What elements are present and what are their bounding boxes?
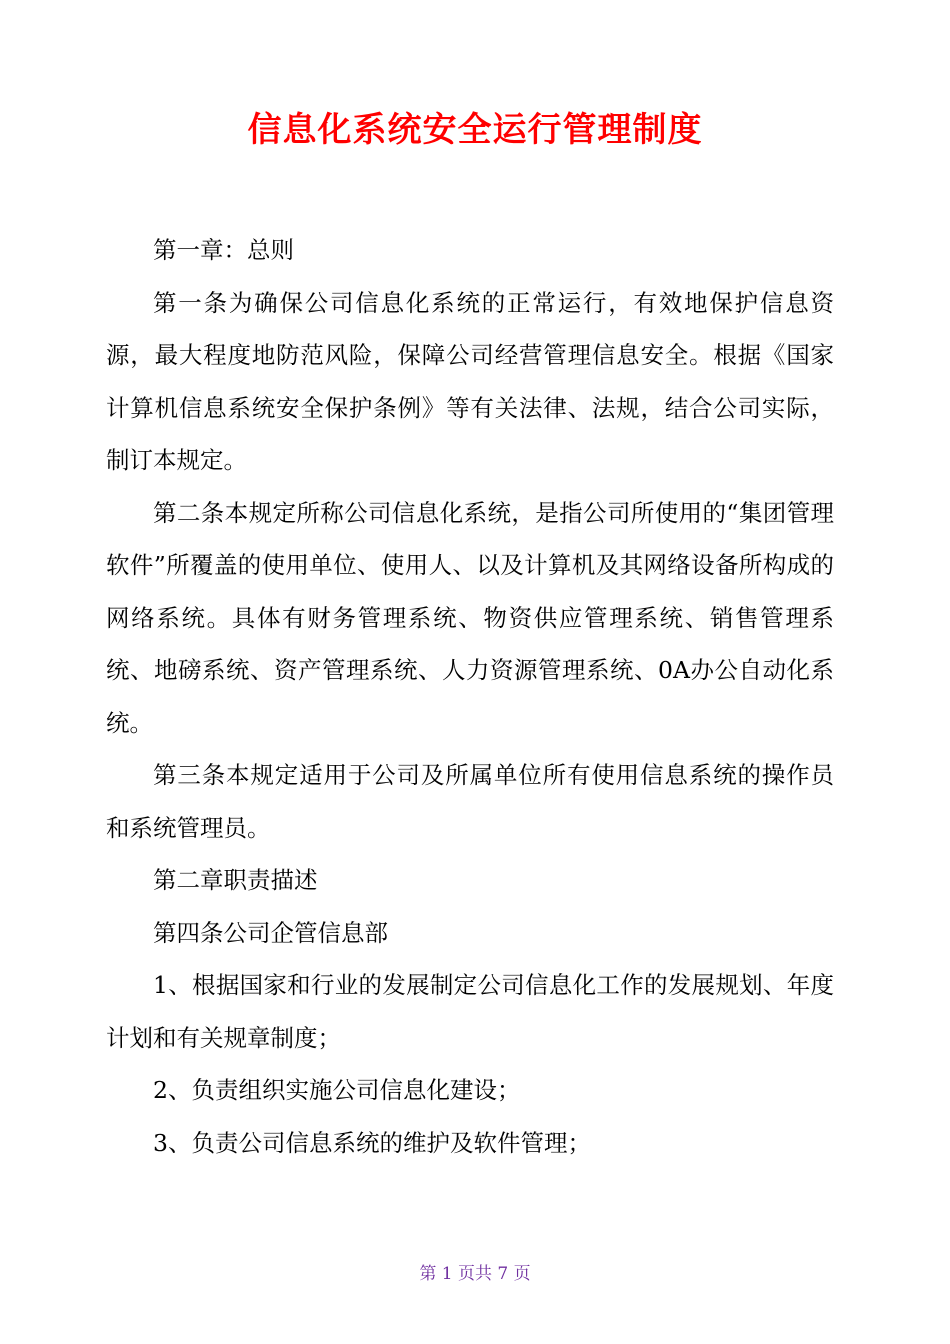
document-body <box>106 224 834 1169</box>
paragraph: 第二条本规定所称公司信息化系统，是指公司所使用的“集团管理软件”所覆盖的使用单位、使用人、以及计算机及其网络设备所构成的网络系统。具体有财务管理系统、物资供应管理系统、销售管理系统、地磅系统、资产管理系统、人力资源管理系统、0A办公自动化系统。 <box>106 498 834 737</box>
paragraph: 第一条为确保公司信息化系统的正常运行，有效地保护信息资源，最大程度地防范风险，保障公司经营管理信息安全。根据《国家计算机信息系统安全保护条例》等有关法律、法规，结合公司实际，制订本规定。 <box>106 288 834 474</box>
list-item: 3、负责公司信息系统的维护及软件管理； <box>153 1128 591 1157</box>
paragraph: 第四条公司企管信息部 <box>153 918 388 947</box>
document-title: 信息化系统安全运行管理制度 <box>247 110 703 150</box>
page-footer: 第 1 页共 7 页 <box>419 1264 531 1284</box>
chapter-heading: 第二章职责描述 <box>153 866 318 894</box>
paragraph: 第三条本规定适用于公司及所属单位所有使用信息系统的操作员和系统管理员。 <box>106 761 834 842</box>
list-item: 2、负责组织实施公司信息化建设； <box>153 1076 521 1104</box>
chapter-heading: 第一章：总则 <box>153 236 294 264</box>
list-item: 1、根据国家和行业的发展制定公司信息化工作的发展规划、年度计划和有关规章制度； <box>106 971 834 1052</box>
